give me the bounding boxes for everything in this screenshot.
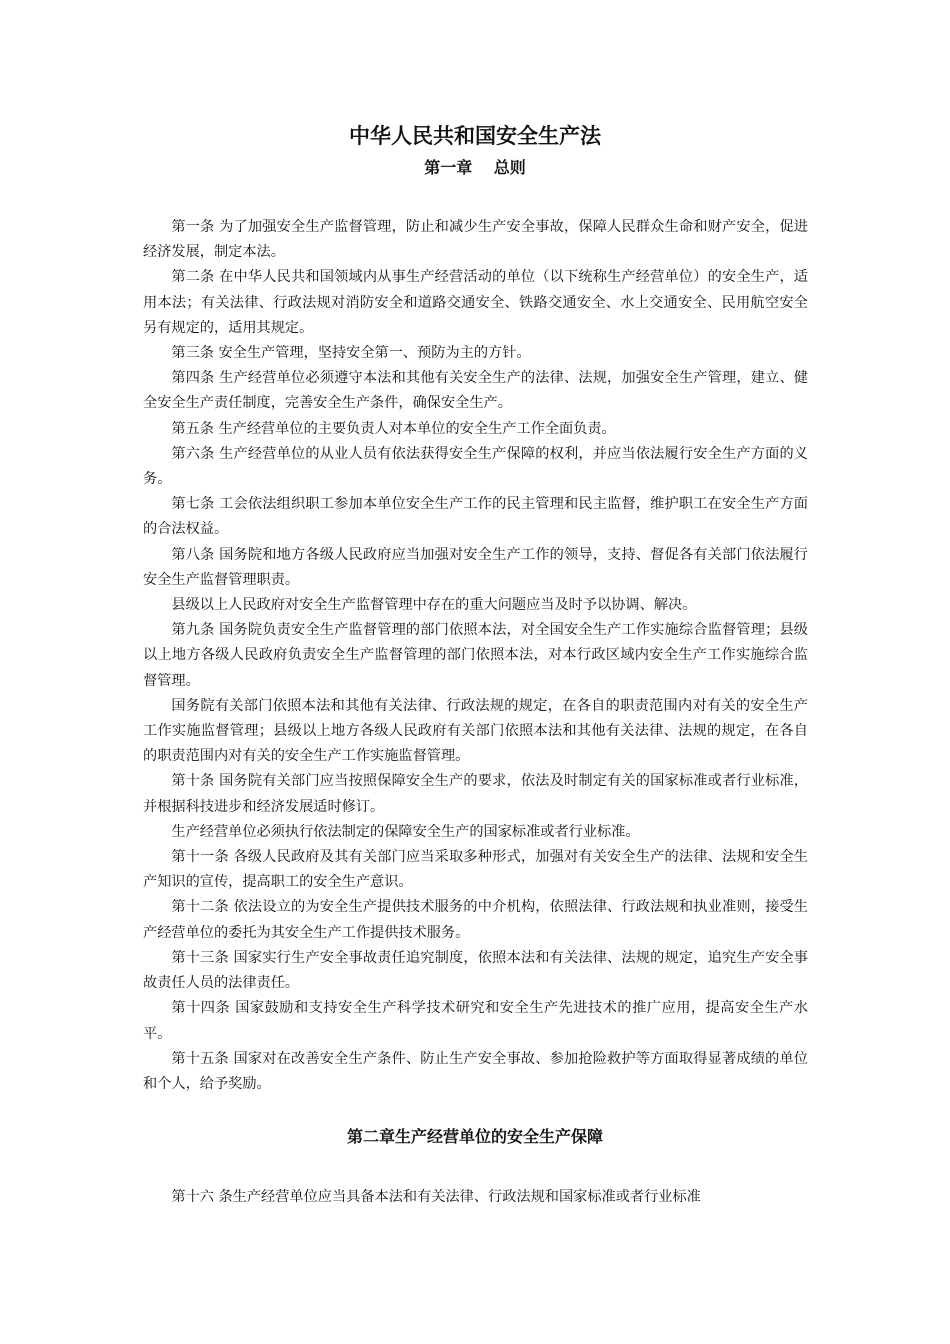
article-4: 第四条 生产经营单位必须遵守本法和其他有关安全生产的法律、法规，加强安全生产管理，建立、健全安全生产责任制度，完善安全生产条件，确保安全生产。 (143, 370, 808, 412)
chapter-2-heading: 第二章生产经营单位的安全生产保障 (346, 1127, 603, 1146)
document-title: 中华人民共和国安全生产法 (349, 124, 601, 148)
article-9-clause-2: 国务院有关部门依照本法和其他有关法律、行政法规的规定，在各自的职责范围内对有关的安全生产工作实施监督管理；县级以上地方各级人民政府有关部门依照本法和其他有关法律、法规的规定，在各自的职责范围内对有关的安全生产工作实施监督管理。 (143, 697, 808, 765)
article-10-clause-2: 生产经营单位必须执行依法制定的保障安全生产的国家标准或者行业标准。 (171, 823, 640, 840)
article-6: 第六条 生产经营单位的从业人员有依法获得安全生产保障的权利，并应当依法履行安全生产方面的义务。 (143, 445, 808, 488)
article-8-clause-2: 县级以上人民政府对安全生产监督管理中存在的重大问题应当及时予以协调、解决。 (171, 597, 697, 614)
article-5: 第五条 生产经营单位的主要负责人对本单位的安全生产工作全面负责。 (171, 420, 616, 437)
article-1: 第一条 为了加强安全生产监督管理，防止和减少生产安全事故，保障人民群众生命和财产安全，促进经济发展，制定本法。 (143, 219, 808, 261)
chapter-2-body (143, 1185, 808, 1210)
article-15: 第十五条 国家对在改善安全生产条件、防止生产安全事故、参加抢险救护等方面取得显著成绩的单位和个人，给予奖励。 (143, 1050, 808, 1092)
article-16: 第十六 条生产经营单位应当具备本法和有关法律、行政法规和国家标准或者行业标准 (171, 1189, 701, 1205)
article-13: 第十三条 国家实行生产安全事故责任追究制度，依照本法和有关法律、法规的规定，追究生产安全事故责任人员的法律责任。 (143, 949, 808, 992)
article-2: 第二条 在中华人民共和国领域内从事生产经营活动的单位（以下统称生产经营单位）的安全生产，适用本法；有关法律、行政法规对消防安全和道路交通安全、铁路交通安全、水上交通安全、民用航空安全另有规定的，适用其规定。 (143, 269, 808, 336)
article-10: 第十条 国务院有关部门应当按照保障安全生产的要求，依法及时制定有关的国家标准或者行业标准，并根据科技进步和经济发展适时修订。 (143, 773, 808, 815)
chapter-1-body (143, 215, 808, 1097)
article-12: 第十二条 依法设立的为安全生产提供技术服务的中介机构，依照法律、行政法规和执业准则，接受生产经营单位的委托为其安全生产工作提供技术服务。 (143, 899, 808, 941)
article-14: 第十四条 国家鼓励和支持安全生产科学技术研究和安全生产先进技术的推广应用，提高安全生产水平。 (143, 1000, 808, 1042)
article-7: 第七条 工会依法组织职工参加本单位安全生产工作的民主管理和民主监督，维护职工在安全生产方面的合法权益。 (143, 496, 808, 538)
article-9: 第九条 国务院负责安全生产监督管理的部门依照本法，对全国安全生产工作实施综合监督管理；县级以上地方各级人民政府负责安全生产监督管理的部门依照本法，对本行政区域内安全生产工作实施综合监督管理。 (143, 622, 808, 689)
article-8: 第八条 国务院和地方各级人民政府应当加强对安全生产工作的领导，支持、督促各有关部门依法履行安全生产监督管理职责。 (143, 546, 808, 588)
article-3: 第三条 安全生产管理，坚持安全第一、预防为主的方针。 (171, 345, 531, 362)
article-11: 第十一条 各级人民政府及其有关部门应当采取多种形式，加强对有关安全生产的法律、法规和安全生产知识的宣传，提高职工的安全生产意识。 (143, 849, 808, 891)
chapter-1-heading: 第一章 总则 (424, 158, 526, 177)
